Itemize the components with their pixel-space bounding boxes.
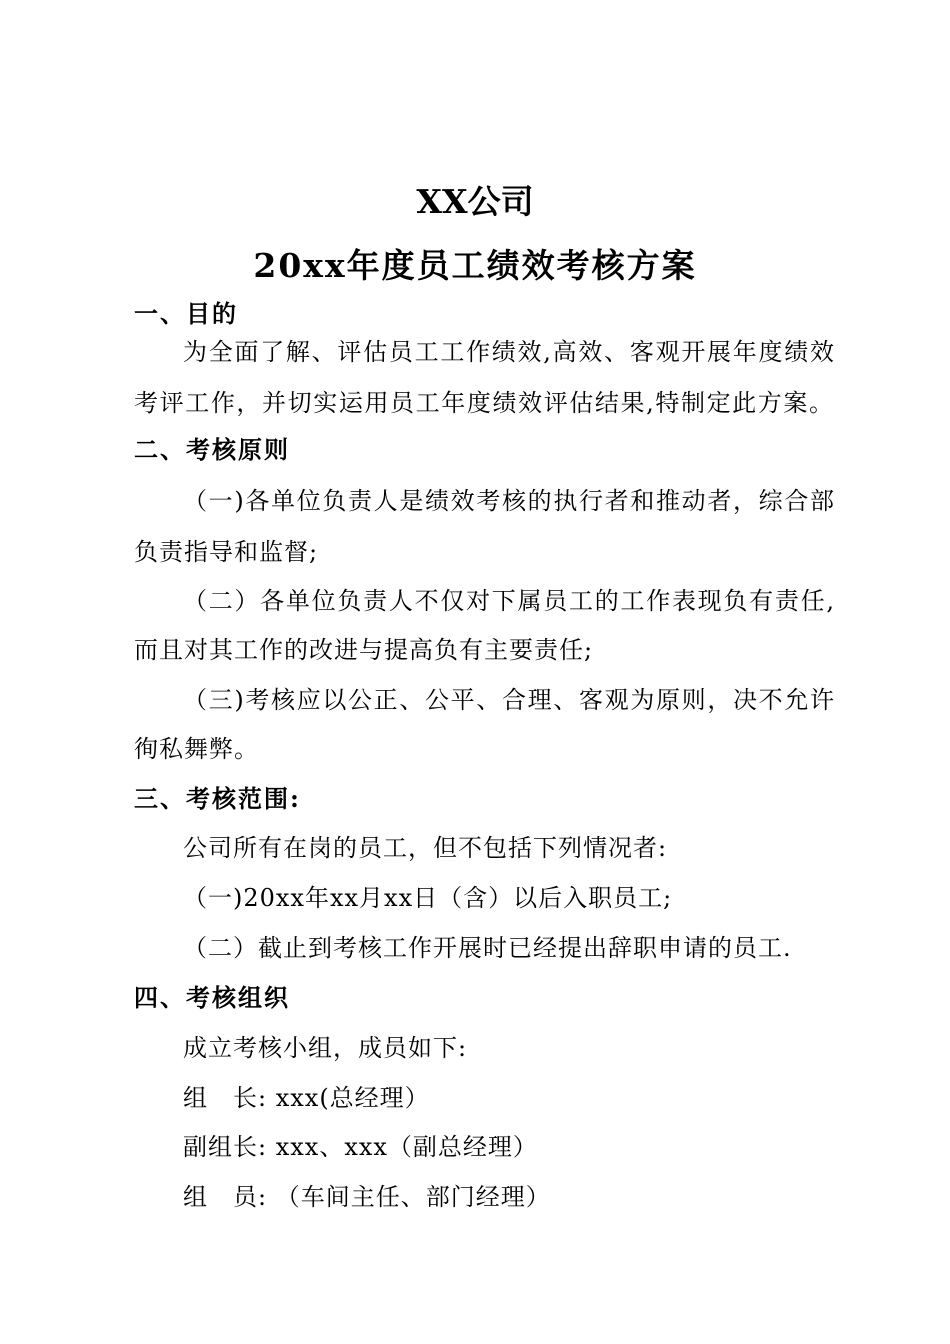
principle-text-line: （一)各单位负责人是绩效考核的执行者和推动者，综合部 (183, 487, 835, 515)
section-heading-principles: 二、考核原则 (134, 435, 290, 464)
purpose-text-line: 为全面了解、评估员工工作绩效,高效、客观开展年度绩效 (183, 338, 835, 366)
purpose-text-line: 考评工作，并切实运用员工年度绩效评估结果,特制定此方案。 (134, 389, 834, 417)
section-heading-purpose: 一、目的 (134, 299, 238, 328)
principle-text-line: 徇私舞弊。 (134, 735, 259, 763)
document-title: 20xx年度员工绩效考核方案 (253, 246, 697, 285)
organization-text-line: 组 员: （车间主任、部门经理） (183, 1183, 551, 1211)
scope-text-line: 公司所有在岗的员工，但不包括下列情况者: (183, 834, 668, 862)
scope-text-line: （二）截止到考核工作开展时已经提出辞职申请的员工. (183, 934, 792, 962)
principle-text-line: 而且对其工作的改进与提高负有主要责任; (134, 636, 594, 664)
section-heading-scope: 三、考核范围: (134, 784, 301, 813)
principle-text-line: 负责指导和监督; (134, 538, 319, 566)
scope-text-line: （一)20xx年xx月xx日（含）以后入职员工; (183, 884, 673, 912)
principle-text-line: （二）各单位负责人不仅对下属员工的工作表现负有责任, (183, 587, 835, 615)
principle-text-line: （三)考核应以公正、公平、合理、客观为原则，决不允许 (183, 686, 835, 714)
organization-text-line: 副组长: xxx、xxx（副总经理） (183, 1133, 538, 1161)
company-title: XX公司 (416, 182, 534, 221)
organization-text-line: 组 长: xxx(总经理） (183, 1084, 430, 1112)
organization-text-line: 成立考核小组，成员如下: (183, 1034, 468, 1062)
section-heading-organization: 四、考核组织 (134, 983, 290, 1012)
